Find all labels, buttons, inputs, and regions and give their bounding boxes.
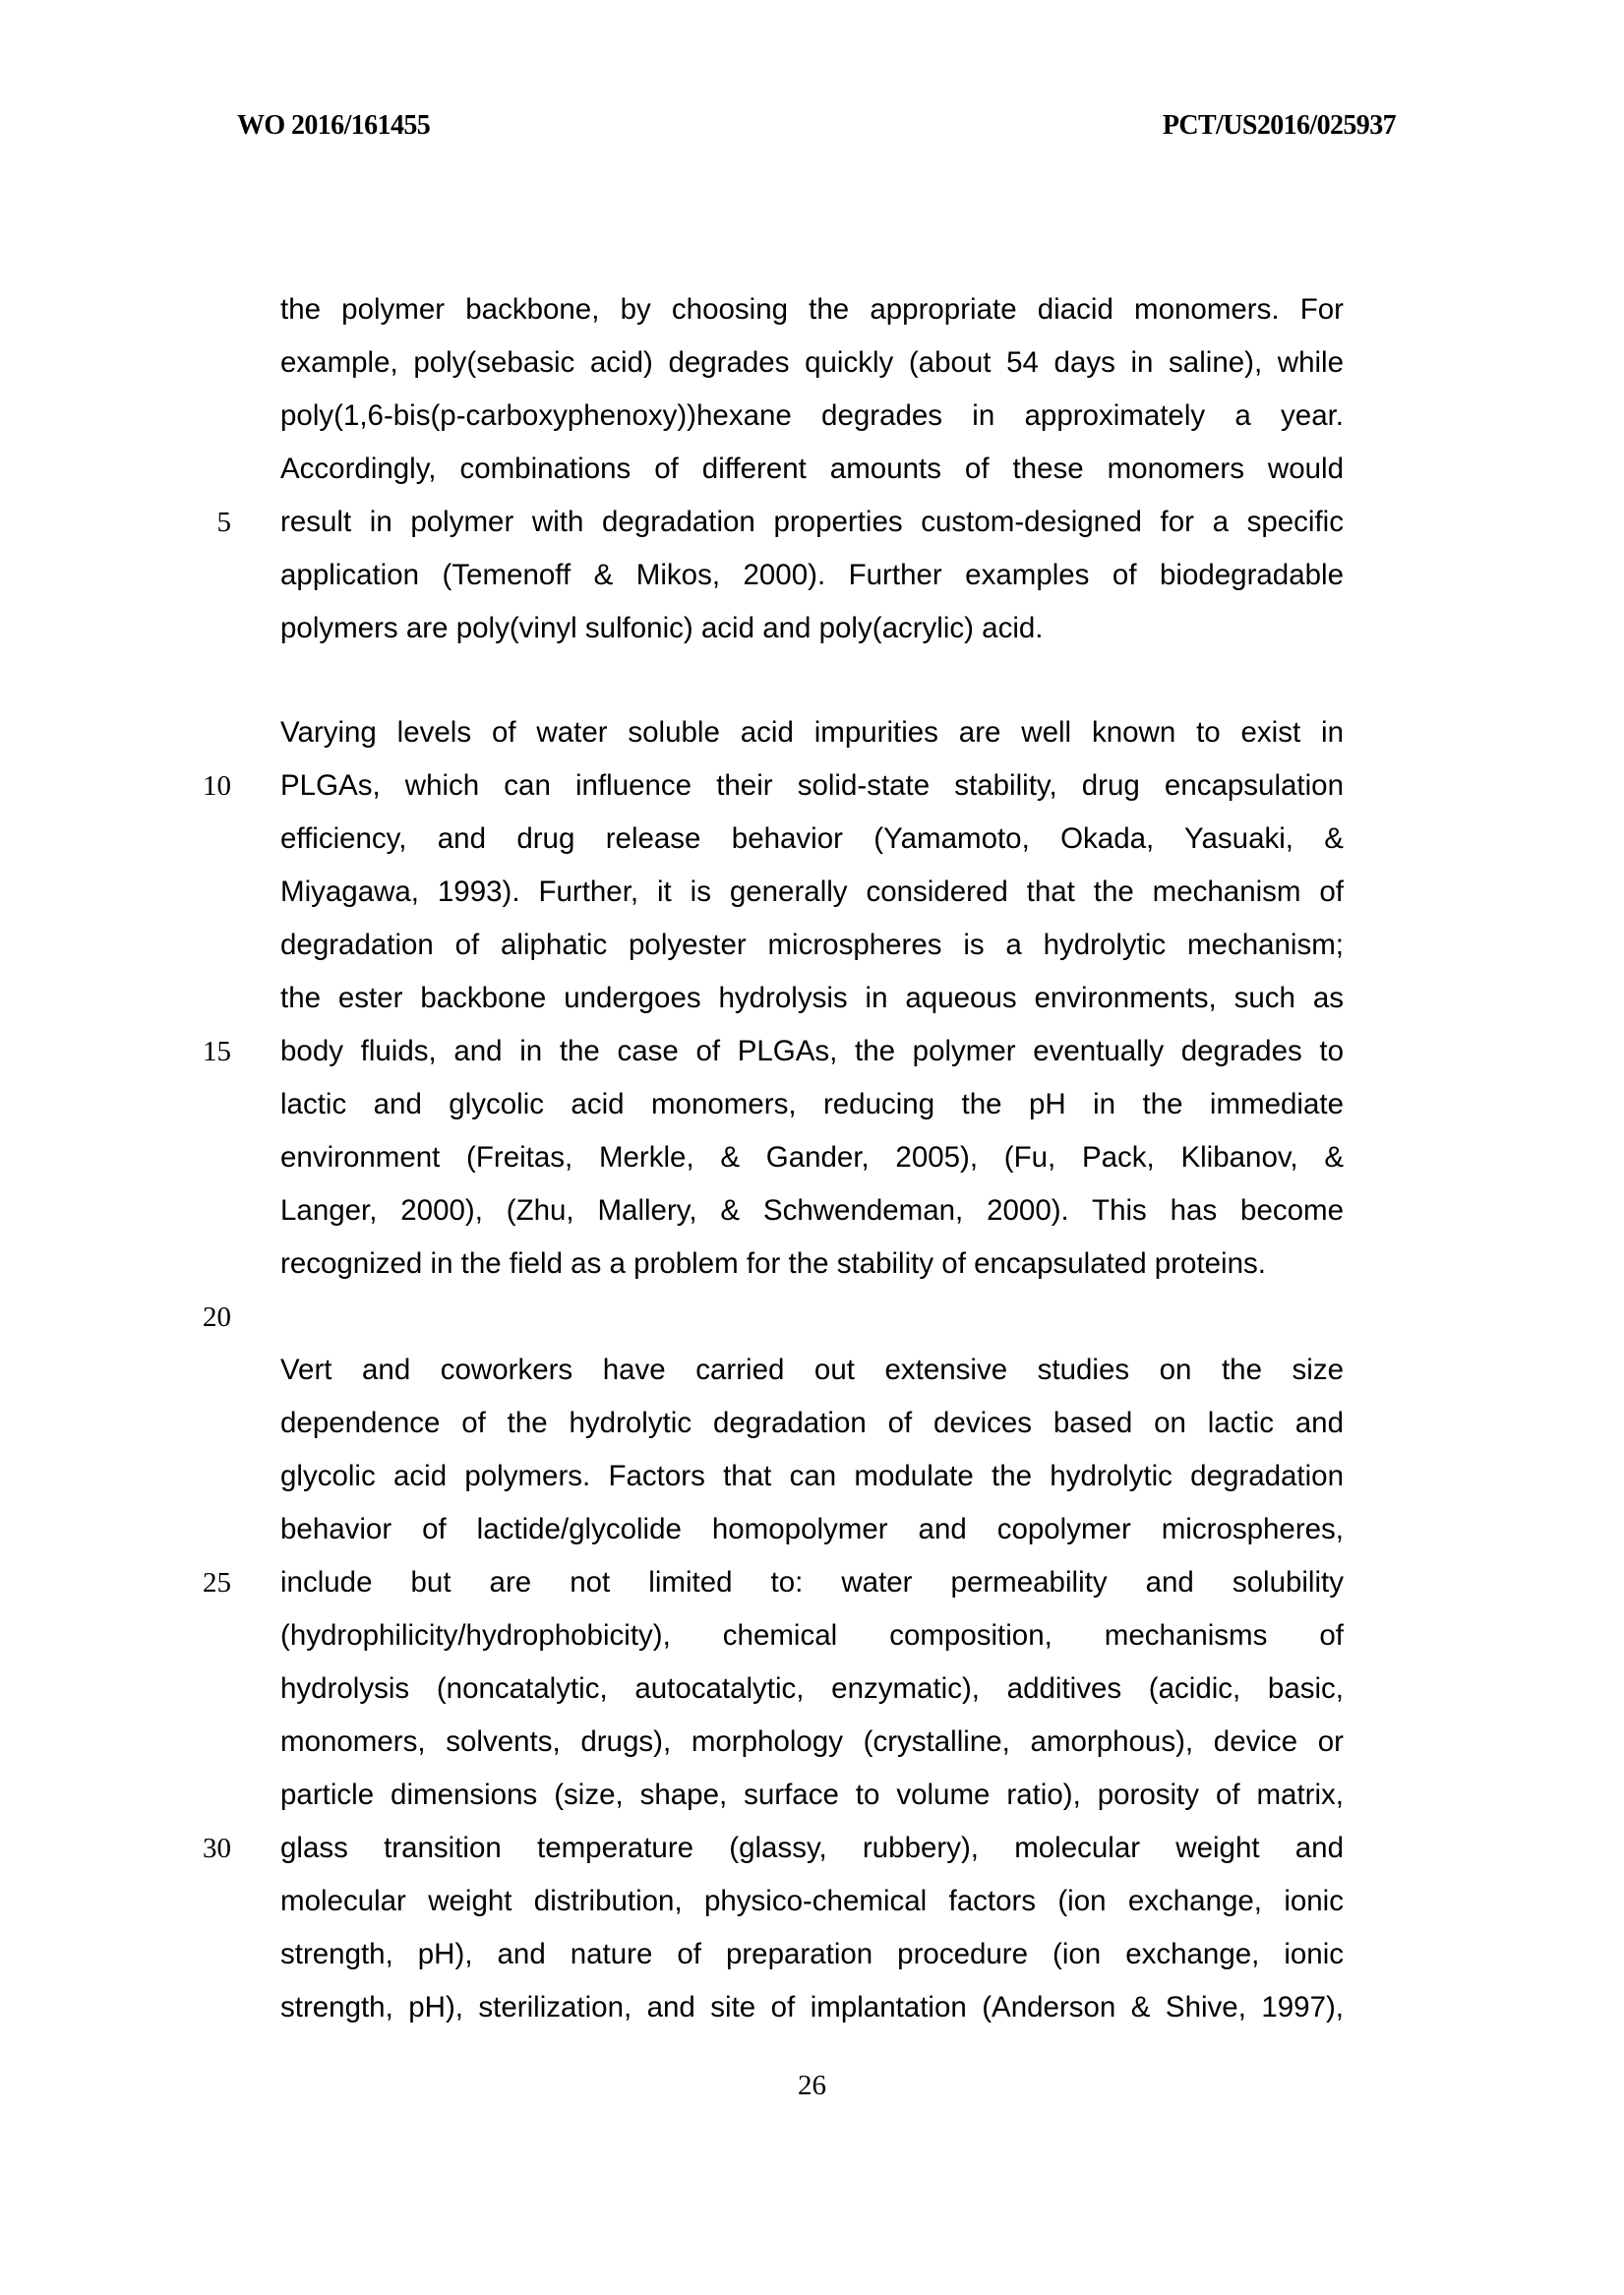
- text-line: result in polymer with degradation properties custom-designed for a specific: [280, 506, 1344, 538]
- text-line: glycolic acid polymers. Factors that can modulate the hydrolytic degradation: [280, 1460, 1344, 1492]
- text-line: strength, pH), sterilization, and site of implantation (Anderson & Shive, 1997),: [280, 1991, 1344, 2023]
- line-number: 5: [216, 507, 231, 538]
- text-line: Miyagawa, 1993). Further, it is generally considered that the mechanism of: [280, 876, 1344, 908]
- text-line: strength, pH), and nature of preparation procedure (ion exchange, ionic: [280, 1938, 1344, 1970]
- application-number: PCT/US2016/025937: [1162, 110, 1396, 141]
- text-line: the polymer backbone, by choosing the appropriate diacid monomers. For: [280, 293, 1344, 326]
- text-line: example, poly(sebasic acid) degrades quickly (about 54 days in saline), while: [280, 346, 1344, 379]
- text-line: polymers are poly(vinyl sulfonic) acid and poly(acrylic) acid.: [280, 612, 1044, 644]
- text-line: molecular weight distribution, physico-chemical factors (ion exchange, ionic: [280, 1885, 1344, 1917]
- line-number: 20: [203, 1301, 231, 1333]
- text-line: PLGAs, which can influence their solid-state stability, drug encapsulation: [280, 769, 1344, 802]
- text-line: lactic and glycolic acid monomers, reducing the pH in the immediate: [280, 1088, 1344, 1120]
- text-line: Varying levels of water soluble acid impurities are well known to exist in: [280, 716, 1344, 749]
- text-line: hydrolysis (noncatalytic, autocatalytic, enzymatic), additives (acidic, basic,: [280, 1672, 1344, 1705]
- publication-number: WO 2016/161455: [237, 110, 431, 141]
- line-number: 10: [203, 770, 231, 802]
- text-line: efficiency, and drug release behavior (Yamamoto, Okada, Yasuaki, &: [280, 822, 1344, 855]
- line-number: 15: [203, 1036, 231, 1067]
- text-line: dependence of the hydrolytic degradation of devices based on lactic and: [280, 1407, 1344, 1439]
- text-line: Accordingly, combinations of different amounts of these monomers would: [280, 453, 1344, 485]
- text-line: behavior of lactide/glycolide homopolymer and copolymer microspheres,: [280, 1513, 1344, 1545]
- line-number: 25: [203, 1567, 231, 1599]
- text-line: include but are not limited to: water permeability and solubility: [280, 1566, 1344, 1599]
- page-number: 26: [798, 2070, 826, 2101]
- text-line: Vert and coworkers have carried out extensive studies on the size: [280, 1354, 1344, 1386]
- text-line: (hydrophilicity/hydrophobicity), chemical composition, mechanisms of: [280, 1619, 1344, 1652]
- text-line: glass transition temperature (glassy, rubbery), molecular weight and: [280, 1832, 1344, 1864]
- text-line: the ester backbone undergoes hydrolysis in aqueous environments, such as: [280, 982, 1344, 1014]
- text-line: environment (Freitas, Merkle, & Gander, 2005), (Fu, Pack, Klibanov, &: [280, 1141, 1344, 1174]
- text-line: application (Temenoff & Mikos, 2000). Further examples of biodegradable: [280, 559, 1344, 591]
- text-line: body fluids, and in the case of PLGAs, the polymer eventually degrades to: [280, 1035, 1344, 1067]
- text-line: poly(1,6-bis(p-carboxyphenoxy))hexane degrades in approximately a year.: [280, 399, 1344, 432]
- text-line: monomers, solvents, drugs), morphology (crystalline, amorphous), device or: [280, 1725, 1344, 1758]
- text-line: particle dimensions (size, shape, surface to volume ratio), porosity of matrix,: [280, 1779, 1344, 1811]
- text-line: Langer, 2000), (Zhu, Mallery, & Schwendeman, 2000). This has become: [280, 1194, 1344, 1227]
- text-line: recognized in the field as a problem for the stability of encapsulated proteins.: [280, 1247, 1266, 1280]
- text-line: degradation of aliphatic polyester microspheres is a hydrolytic mechanism;: [280, 929, 1344, 961]
- line-number: 30: [203, 1833, 231, 1864]
